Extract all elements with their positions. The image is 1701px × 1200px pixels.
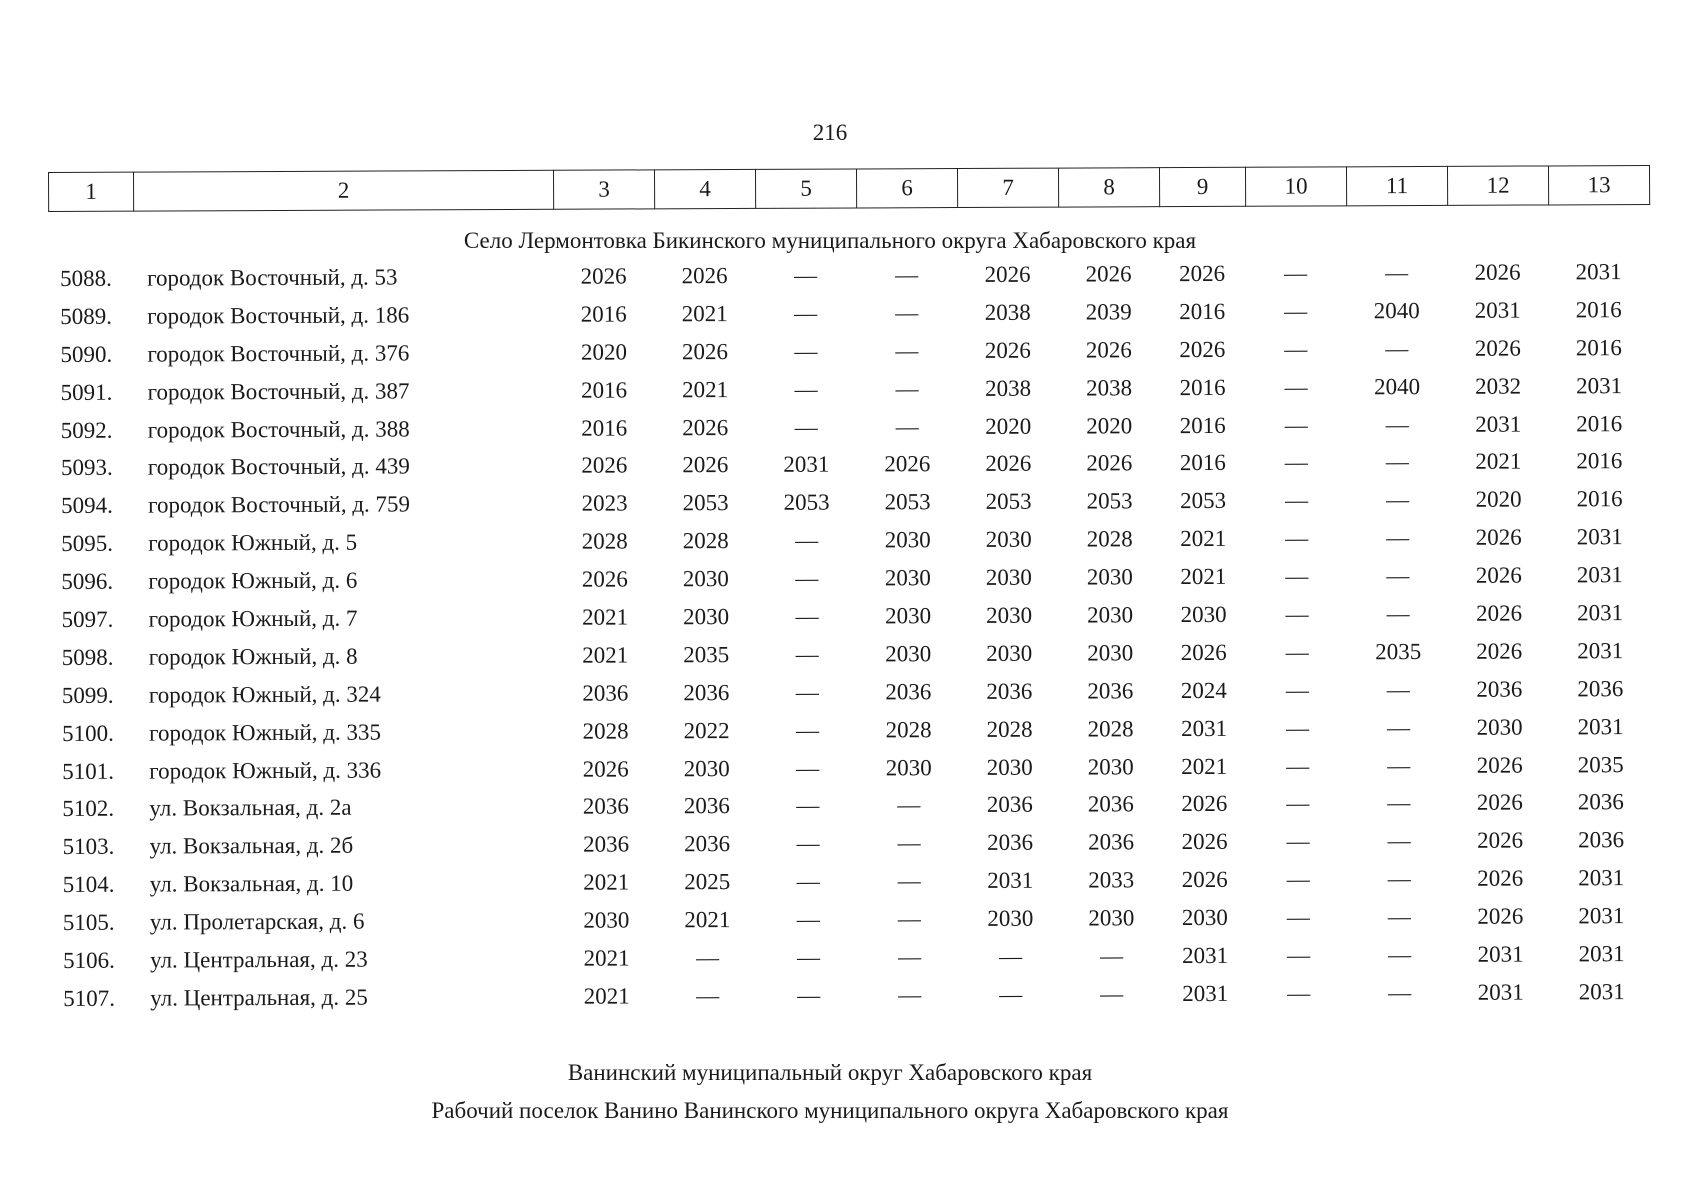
section-title-lermontovka: Село Лермонтовка Бикинского муниципального округа Хабаровского края [463,228,1197,253]
year-cell: 2030 [1180,601,1227,628]
header-cell: 13 [1548,166,1649,205]
year-cell: — [796,944,821,970]
year-cell: — [1285,639,1309,665]
year-cell: 2026 [581,452,628,479]
header-cell: 11 [1346,166,1447,205]
year-cell: 2026 [1181,791,1228,817]
year-cell: 2036 [885,678,932,705]
row-number: 5093. [60,455,113,481]
year-cell: — [897,830,921,856]
year-cell: — [796,906,820,932]
year-cell: 2031 [1578,903,1625,929]
year-cell: 2038 [985,375,1032,401]
year-cell: — [795,527,819,553]
year-cell: 2020 [1086,412,1133,438]
year-cell: 2026 [1476,827,1524,854]
year-cell: 2026 [984,337,1031,363]
year-cell: 2031 [783,451,830,478]
year-cell: — [1287,980,1311,1006]
year-cell: 2030 [1087,640,1134,666]
header-cell: 7 [957,168,1058,207]
year-cell: 2028 [582,718,629,744]
row-number: 5091. [60,379,113,405]
year-cell: 2030 [884,565,931,591]
year-cell: 2016 [1576,410,1623,436]
year-cell: — [695,945,720,971]
year-cell: 2031 [987,867,1034,894]
year-cell: 2016 [1179,374,1226,400]
header-cell: 8 [1058,168,1159,207]
year-cell: 2016 [1179,412,1226,438]
year-cell: 2053 [783,489,830,516]
year-cell: 2030 [986,754,1033,780]
row-address: ул. Центральная, д. 23 [150,946,368,973]
year-cell: — [1285,677,1309,703]
year-cell: 2032 [1475,373,1522,399]
row-number: 5094. [61,493,113,519]
year-cell: — [1100,981,1124,1007]
year-cell: — [1385,260,1409,286]
year-cell: 2053 [985,488,1032,515]
year-cell: 2036 [1577,675,1624,702]
year-cell: — [1286,866,1310,892]
year-cell: — [796,793,820,819]
year-cell: 2030 [884,527,931,553]
header-cell: 3 [553,170,654,209]
year-cell: 2036 [1087,791,1134,817]
year-cell: 2026 [681,338,728,364]
row-number: 5100. [62,720,114,746]
year-cell: 2026 [1085,336,1132,363]
row-address: городок Восточный, д. 388 [147,415,410,443]
year-cell: 2040 [1373,297,1420,324]
year-cell: 2039 [1085,299,1132,325]
page-number: 216 [812,120,848,145]
year-cell: — [1386,563,1410,589]
year-cell: 2026 [1085,261,1132,287]
year-cell: 2026 [1476,638,1523,664]
year-cell: — [897,792,921,818]
header-cell: 12 [1447,166,1548,205]
year-cell: 2031 [1181,942,1229,969]
row-number: 5097. [61,606,114,632]
year-cell: 2021 [582,604,629,630]
year-cell: — [1386,601,1410,627]
data-table [48,253,1652,1018]
row-number: 5105. [62,909,115,936]
year-cell: — [796,830,820,857]
year-cell: 2031 [1477,979,1524,1005]
year-cell: 2038 [1086,374,1133,401]
year-cell: — [1387,942,1412,968]
year-cell: — [794,376,818,402]
row-address: ул. Центральная, д. 25 [150,984,368,1011]
year-cell: — [1285,563,1309,589]
year-cell: 2023 [581,490,628,516]
year-cell: 2053 [1180,488,1227,514]
year-cell: — [999,981,1023,1007]
year-cell: 2036 [986,792,1033,818]
year-cell: — [895,300,919,326]
year-cell: — [796,868,820,894]
year-cell: 2036 [1476,676,1523,702]
year-cell: 2026 [1086,450,1133,476]
year-cell: 2053 [1086,488,1133,514]
year-cell: 2031 [1182,980,1229,1006]
row-address: ул. Вокзальная, д. 2а [149,795,352,821]
row-address: городок Южный, д. 5 [148,529,358,556]
year-cell: 2021 [684,907,731,933]
row-address: ул. Вокзальная, д. 10 [149,870,354,897]
year-cell: — [1285,525,1309,551]
year-cell: — [895,262,919,288]
year-cell: — [1385,335,1409,361]
year-cell: 2031 [1576,524,1623,550]
row-number: 5106. [63,947,115,973]
year-cell: 2020 [1475,486,1522,513]
year-cell: 2030 [885,754,932,780]
year-cell: 2016 [1576,486,1623,512]
row-address: ул. Вокзальная, д. 2б [149,832,354,859]
year-cell: 2030 [986,602,1033,628]
year-cell: 2030 [583,907,630,933]
header-cell: 2 [134,170,554,211]
year-cell: — [794,300,818,326]
year-cell: 2021 [1181,753,1228,779]
year-cell: 2030 [987,905,1034,931]
year-cell: 2036 [986,830,1034,856]
row-number: 5103. [62,834,115,860]
year-cell: 2026 [1181,867,1228,893]
row-address: городок Южный, д. 335 [149,719,382,746]
year-cell: — [1286,942,1311,968]
year-cell: 2030 [683,603,730,630]
year-cell: — [1285,715,1310,741]
year-cell: — [1387,866,1411,892]
row-number: 5107. [63,985,116,1011]
row-number: 5099. [61,682,114,708]
year-cell: 2021 [1475,448,1522,475]
year-cell: 2030 [986,640,1033,666]
row-number: 5095. [61,530,114,557]
year-cell: 2036 [583,831,630,857]
year-cell: 2026 [1181,829,1228,855]
year-cell: — [897,906,921,932]
year-cell: 2028 [885,716,932,742]
year-cell: 2028 [986,716,1033,742]
year-cell: 2038 [984,299,1031,325]
year-cell: 2053 [682,490,729,516]
year-cell: — [795,603,819,629]
year-cell: — [1285,487,1309,513]
header-cell: 1 [49,172,134,211]
year-cell: 2031 [1576,600,1624,626]
year-cell: 2026 [1476,600,1523,626]
year-cell: 2026 [581,566,628,592]
year-cell: 2030 [985,526,1032,553]
year-cell: 2022 [683,717,730,743]
year-cell: — [1284,298,1308,324]
year-cell: — [1385,411,1409,437]
year-cell: 2016 [580,301,627,327]
row-address: ул. Пролетарская, д. 6 [149,908,365,935]
section-title-vanino-district: Ванинский муниципальный округ Хабаровского края [567,1060,1093,1085]
year-cell: 2026 [1474,335,1521,361]
year-cell: 2030 [1476,714,1523,740]
year-cell: 2030 [683,755,730,781]
year-cell: 2035 [683,641,730,668]
year-cell: 2030 [885,640,932,667]
year-cell: 2020 [580,339,627,365]
year-cell: 2028 [1086,526,1133,552]
year-cell: 2026 [1179,260,1226,287]
year-cell: 2030 [1087,602,1134,628]
year-cell: — [794,262,818,288]
year-cell: — [796,755,820,781]
year-cell: — [794,414,818,440]
year-cell: 2026 [1474,259,1521,285]
year-cell: — [1286,753,1310,779]
year-cell: 2021 [582,642,629,668]
year-cell: — [897,868,921,894]
year-cell: 2026 [582,755,629,782]
year-cell: 2030 [985,564,1032,590]
year-cell: 2026 [1180,639,1227,665]
year-cell: — [895,413,919,439]
header-cell: 9 [1159,167,1245,206]
year-cell: 2026 [682,414,729,440]
year-cell: — [1386,676,1410,702]
year-cell: 2035 [1577,751,1624,777]
year-cell: 2028 [682,528,729,554]
year-cell: — [1386,714,1411,740]
year-cell: 2021 [583,983,630,1009]
row-address: городок Южный, д. 7 [148,605,358,632]
year-cell: — [1386,487,1410,513]
year-cell: 2016 [1576,448,1623,474]
year-cell: 2030 [682,566,729,592]
year-cell: 2036 [1577,789,1624,815]
row-address: городок Южный, д. 8 [148,643,358,670]
row-number: 5096. [61,568,114,595]
year-cell: 2053 [884,489,931,515]
year-cell: 2021 [682,376,729,402]
year-cell: 2031 [1578,978,1625,1005]
year-cell: 2026 [580,263,627,289]
year-cell: 2036 [986,678,1033,704]
year-cell: 2036 [1087,829,1135,855]
year-cell: 2031 [1575,259,1622,285]
year-cell: 2016 [581,377,628,403]
year-cell: — [895,375,919,401]
row-address: городок Южный, д. 336 [149,757,382,784]
year-cell: — [1388,979,1412,1006]
year-cell: 2026 [681,262,728,289]
column-number-header [48,165,1650,212]
year-cell: 2021 [583,869,630,895]
year-cell: 2030 [1088,905,1135,931]
year-cell: 2026 [1179,336,1226,362]
row-number: 5089. [60,303,113,329]
row-number: 5098. [61,644,114,670]
year-cell: 2016 [1179,298,1226,324]
year-cell: — [1386,525,1410,551]
section-title-vanino-settlement: Рабочий поселок Ванино Ванинского муниципального округа Хабаровского края [431,1098,1229,1123]
year-cell: — [1284,412,1308,438]
year-cell: 2026 [884,451,931,477]
year-cell: 2016 [1179,450,1226,476]
year-cell: 2031 [1577,713,1624,739]
year-cell: 2016 [1575,334,1622,361]
year-cell: — [1387,790,1411,816]
year-cell: — [795,641,819,667]
year-cell: 2036 [683,793,730,819]
year-cell: — [696,982,720,1009]
row-number: 5101. [62,758,115,784]
header-cell: 4 [654,169,755,208]
row-number: 5088. [60,265,112,291]
year-cell: 2021 [681,300,728,327]
year-cell: 2031 [1577,637,1624,664]
year-cell: — [1284,449,1308,475]
year-cell: 2021 [583,945,630,971]
year-cell: 2026 [1476,789,1523,816]
year-cell: — [895,337,919,364]
year-cell: — [795,565,819,591]
year-cell: — [1284,374,1308,400]
year-cell: 2030 [885,603,932,629]
year-cell: — [1286,790,1310,817]
year-cell: 2031 [1578,941,1625,967]
year-cell: 2040 [1374,373,1421,399]
year-cell: — [794,338,818,364]
year-cell: 2031 [1576,372,1623,398]
year-cell: 2031 [1475,411,1522,437]
year-cell: 2026 [984,261,1031,287]
year-cell: — [1387,752,1411,778]
year-cell: — [797,982,821,1008]
year-cell: — [898,982,922,1008]
year-cell: — [1284,336,1308,362]
row-address: городок Восточный, д. 387 [147,378,410,405]
row-number: 5090. [60,341,113,367]
year-cell: 2020 [985,413,1032,439]
year-cell: — [1387,828,1411,854]
row-number: 5102. [62,796,115,822]
year-cell: — [998,943,1023,969]
year-cell: 2026 [682,452,729,478]
year-cell: — [1284,260,1308,286]
year-cell: 2031 [1578,865,1625,891]
row-address: городок Восточный, д. 759 [148,491,411,518]
year-cell: 2016 [1575,296,1622,323]
header-cell: 10 [1245,167,1346,206]
year-cell: 2024 [1180,677,1227,703]
year-cell: 2016 [581,414,628,441]
year-cell: — [1286,828,1310,854]
year-cell: 2035 [1375,638,1422,665]
year-cell: — [1286,904,1310,930]
row-address: городок Восточный, д. 186 [147,302,410,329]
year-cell: 2026 [1475,562,1522,588]
row-number: 5104. [62,871,115,898]
data-table-body [48,253,1652,1018]
header-row [49,166,1650,212]
year-cell: 2026 [985,451,1032,477]
year-cell: 2030 [1087,753,1134,779]
year-cell: 2021 [1180,526,1227,552]
row-address: городок Восточный, д. 376 [147,340,410,367]
header-cell: 6 [856,169,957,208]
year-cell: 2028 [581,528,628,554]
row-address: городок Восточный, д. 53 [147,264,398,291]
row-address: городок Южный, д. 324 [148,681,381,708]
year-cell: 2036 [1087,678,1134,704]
year-cell: — [1385,449,1409,475]
year-cell: 2031 [1474,297,1521,323]
year-cell: 2030 [1181,904,1228,931]
year-cell: 2026 [1477,903,1524,929]
row-address: городок Южный, д. 6 [148,567,358,594]
year-cell: 2036 [1577,827,1625,853]
year-cell: 2031 [1477,941,1524,967]
year-cell: 2025 [684,869,731,895]
year-cell: 2036 [683,679,730,705]
table-row [51,973,1652,1018]
year-cell: — [1099,943,1124,969]
row-number: 5092. [60,417,113,443]
year-cell: 2036 [683,831,731,857]
year-cell: 2036 [582,680,629,706]
year-cell: 2026 [1476,752,1523,778]
year-cell: 2028 [1087,715,1134,742]
year-cell: 2033 [1088,867,1135,893]
year-cell: — [795,679,819,705]
year-cell: 2026 [1477,865,1524,891]
year-cell: 2031 [1576,562,1623,588]
year-cell: 2036 [582,793,629,820]
row-address: городок Восточный, д. 439 [147,453,410,480]
year-cell: 2031 [1180,715,1228,741]
year-cell: 2030 [1086,564,1133,590]
year-cell: — [1387,904,1411,930]
year-cell: — [1285,601,1309,627]
year-cell: — [796,717,820,743]
header-cell: 5 [755,169,856,208]
year-cell: — [897,944,922,970]
year-cell: 2026 [1475,524,1522,550]
year-cell: 2021 [1180,563,1227,590]
